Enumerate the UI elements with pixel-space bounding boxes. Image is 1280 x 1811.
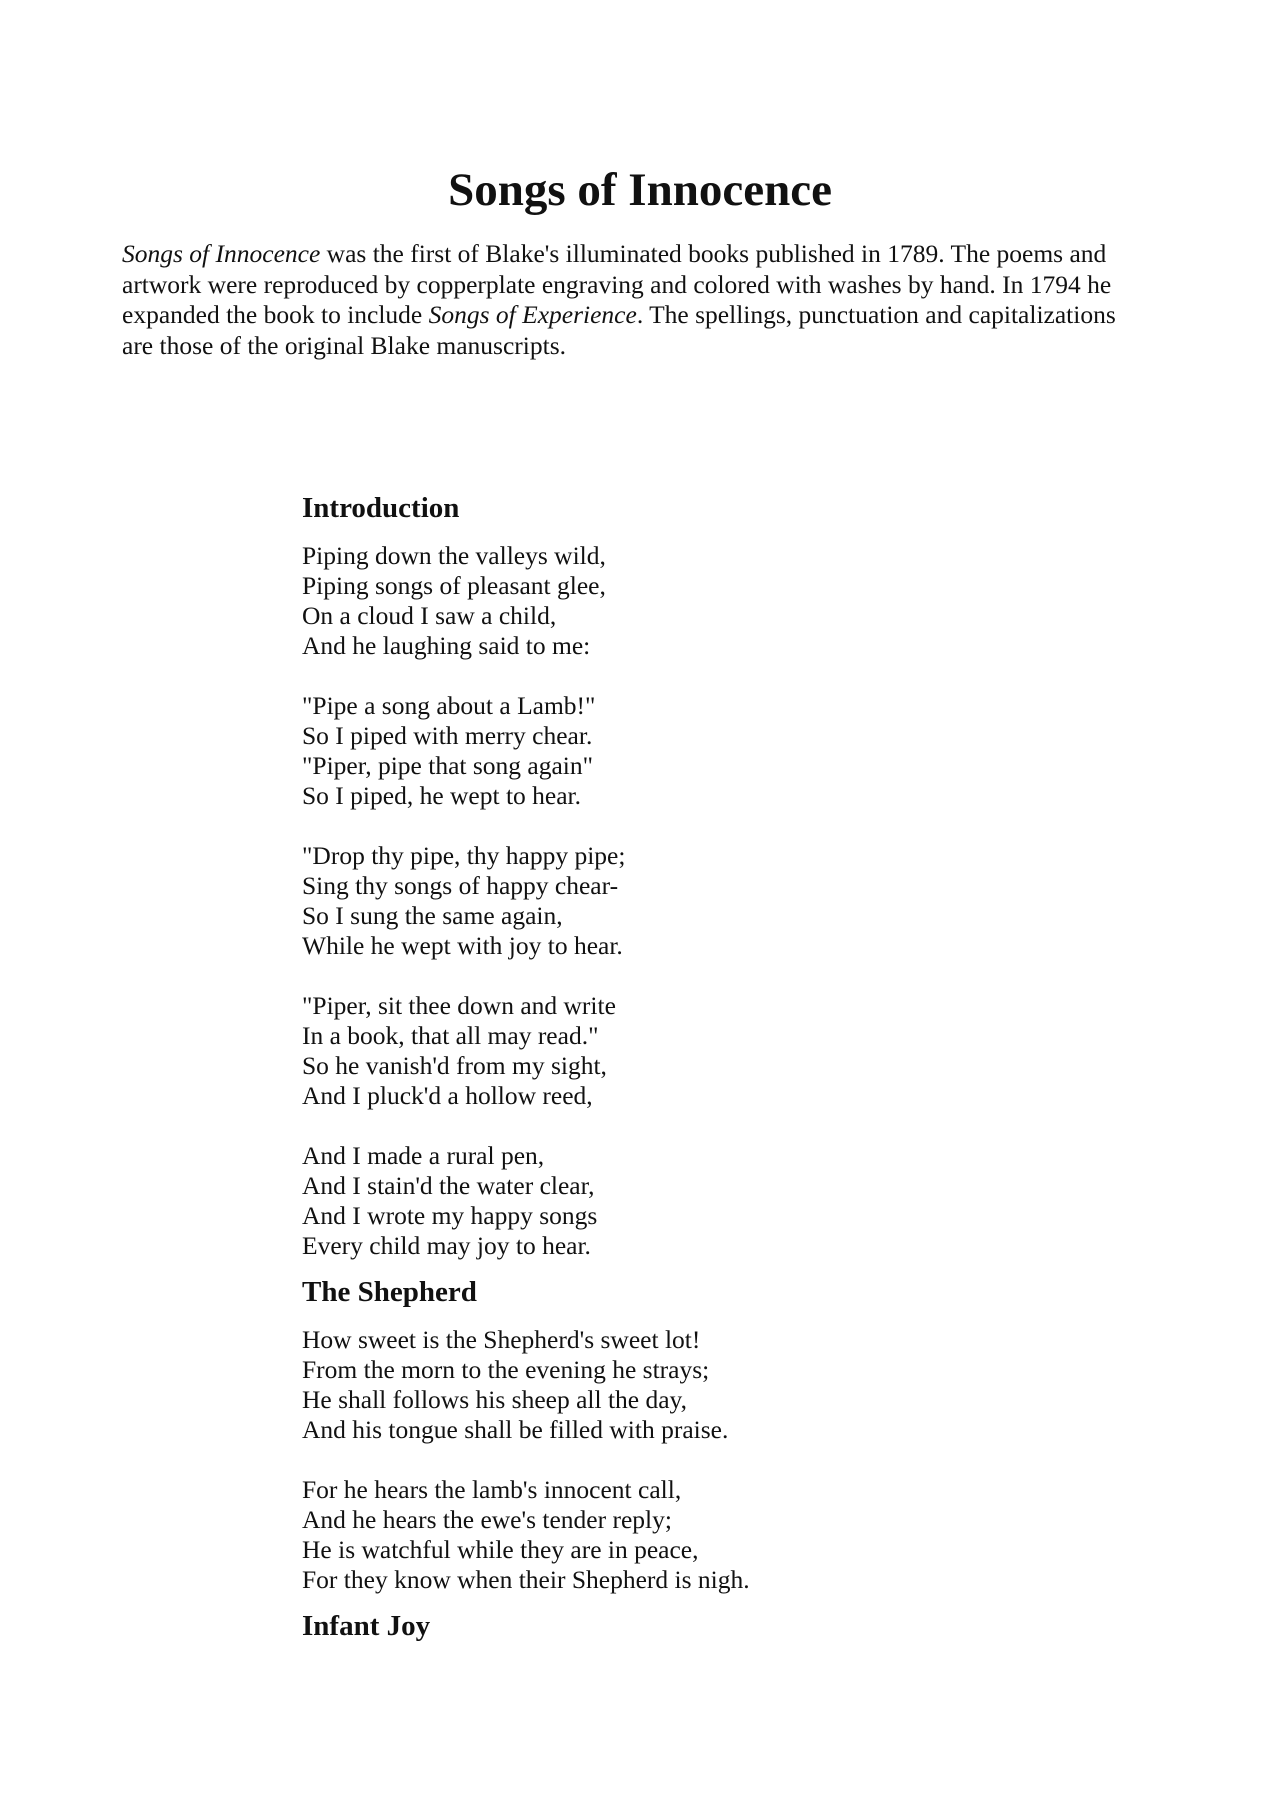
poem-line: And I pluck'd a hollow reed, — [302, 1081, 593, 1110]
poem-line: "Piper, sit thee down and write — [302, 991, 616, 1020]
page-title: Songs of Innocence — [448, 164, 832, 216]
poem-line: "Piper, pipe that song again" — [302, 751, 594, 780]
poem-line: While he wept with joy to hear. — [302, 931, 623, 960]
poem-line: He shall follows his sheep all the day, — [302, 1385, 688, 1414]
poem-line: And his tongue shall be filled with praise. — [302, 1415, 729, 1444]
stanza — [302, 1141, 1022, 1261]
poem-line: For they know when their Shepherd is nigh. — [302, 1565, 750, 1594]
poem-line: On a cloud I saw a child, — [302, 601, 557, 630]
poem-line: Piping songs of pleasant glee, — [302, 571, 606, 600]
poem-line: And I stain'd the water clear, — [302, 1171, 595, 1200]
poem-line: And he laughing said to me: — [302, 631, 591, 660]
poem-line: "Pipe a song about a Lamb!" — [302, 691, 596, 720]
poem-line: And he hears the ewe's tender reply; — [302, 1505, 672, 1534]
stanza — [302, 991, 1022, 1111]
stanza — [302, 1475, 1022, 1595]
poem-title: Infant Joy — [302, 1610, 431, 1642]
poem-line: From the morn to the evening he strays; — [302, 1355, 710, 1384]
poem-the-shepherd — [302, 1274, 1022, 1595]
intro-book-name: Songs of Innocence — [122, 239, 321, 268]
stanza — [302, 841, 1022, 961]
poem-line: And I wrote my happy songs — [302, 1201, 598, 1230]
poem-line: So I piped, he wept to hear. — [302, 781, 582, 810]
poem-title: The Shepherd — [302, 1276, 477, 1308]
poem-line: So he vanish'd from my sight, — [302, 1051, 607, 1080]
poem-line: So I sung the same again, — [302, 901, 563, 930]
poem-line: So I piped with merry chear. — [302, 721, 593, 750]
poem-line: And I made a rural pen, — [302, 1141, 545, 1170]
poem-line: He is watchful while they are in peace, — [302, 1535, 699, 1564]
intro-text-1: was the first of Blake's illuminated books published in 1789. The poems and artwork were reproduced by copperplate engraving and colored with washes by hand. In 1794 he expanded the book to include — [122, 239, 1112, 329]
poem-line: In a book, that all may read." — [302, 1021, 599, 1050]
stanza — [302, 691, 1022, 811]
poem-list — [302, 490, 1022, 1659]
intro-text-2: . The spellings, punctuation and capitalizations are those of the original Blake manuscripts. — [122, 300, 1116, 360]
poem-introduction — [302, 490, 1022, 1261]
poem-title: Introduction — [302, 492, 460, 524]
poem-line: For he hears the lamb's innocent call, — [302, 1475, 682, 1504]
stanza — [302, 1325, 1022, 1445]
poem-line: Piping down the valleys wild, — [302, 541, 606, 570]
stanza — [302, 541, 1022, 661]
poem-line: How sweet is the Shepherd's sweet lot! — [302, 1325, 701, 1354]
poem-line: Every child may joy to hear. — [302, 1231, 591, 1260]
poem-line: "Drop thy pipe, thy happy pipe; — [302, 841, 626, 870]
intro-book-name-2: Songs of Experience — [428, 300, 637, 329]
intro-paragraph — [122, 239, 1142, 361]
poem-line: Sing thy songs of happy chear- — [302, 871, 619, 900]
poem-infant-joy — [302, 1608, 1022, 1644]
